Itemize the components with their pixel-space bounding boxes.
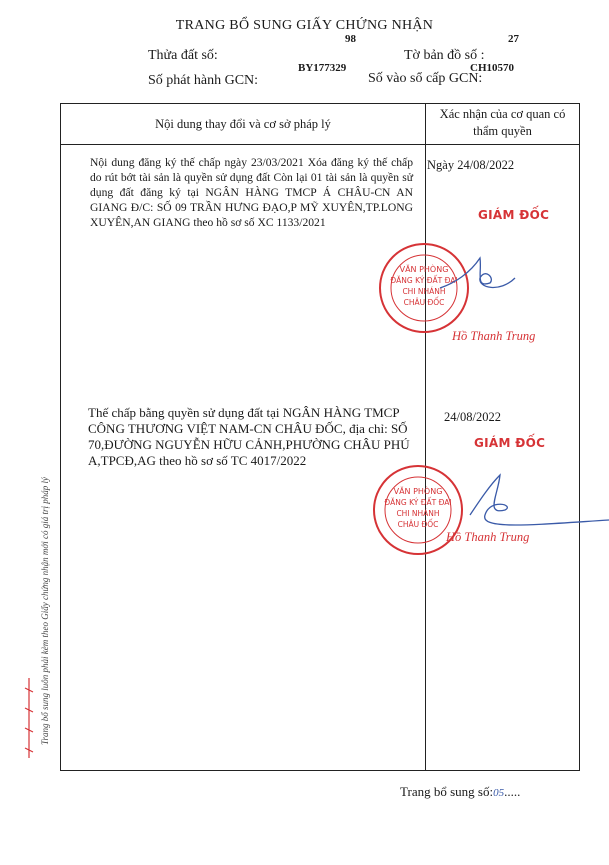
seal-2-line2: ĐĂNG KÝ ĐẤT ĐAI	[384, 498, 452, 507]
map-sheet-label: Tờ bản đồ số :	[404, 48, 485, 63]
seal-2-line4: CHÂU ĐỐC	[397, 520, 439, 529]
footer-dots: .....	[504, 784, 521, 799]
entry-1-date: Ngày 24/08/2022	[427, 158, 515, 172]
entry-2-content: Thế chấp bằng quyền sử dụng đất tại NGÂN HÀNG TMCP CÔNG THƯƠNG VIỆT NAM-CN CHÂU ĐỐC, địa chỉ: SỐ 70,ĐƯỜNG NGUYỄN HỮU CẢNH,PHƯỜNG CHÂU PHÚ A,TPCĐ,AG theo hồ sơ số TC 4017/2022	[88, 405, 410, 468]
issue-number-label: Số phát hành GCN:	[148, 73, 259, 88]
margin-stamp-mark	[22, 678, 36, 758]
entry-2-title: GIÁM ĐỐC	[474, 436, 546, 450]
register-number-value: CH10570	[470, 62, 514, 74]
supplement-page-footer	[400, 784, 520, 800]
entry-2-signer: Hồ Thanh Trung	[446, 530, 530, 544]
seal-1-line4: CHÂU ĐỐC	[403, 298, 445, 307]
parcel-number-value: 98	[345, 33, 356, 45]
column-header-confirmation: Xác nhận của cơ quan có thẩm quyền	[426, 104, 580, 145]
page-title: TRANG BỔ SUNG GIẤY CHỨNG NHẬN	[175, 18, 434, 33]
supplement-page-label: Trang bổ sung số:	[400, 784, 494, 799]
side-legal-note: Trang bổ sung luôn phải kèm theo Giấy chứng nhận mới có giá trị pháp lý	[40, 477, 50, 745]
signature-1	[430, 248, 520, 308]
seal-2-line3: CHI NHÁNH	[396, 509, 440, 518]
seal-1-line3: CHI NHÁNH	[402, 287, 446, 296]
seal-2-line1: VĂN PHÒNG	[393, 487, 443, 496]
seal-1-line1: VĂN PHÒNG	[399, 265, 449, 274]
register-number-label: Số vào sổ cấp GCN:	[368, 71, 483, 86]
entry-2-date: 24/08/2022	[444, 410, 501, 424]
entry-1-title: GIÁM ĐỐC	[478, 208, 550, 222]
signature-2	[380, 470, 609, 560]
issue-number-value: BY177329	[298, 62, 347, 74]
seal-1-line2: ĐĂNG KÝ ĐẤT ĐAI	[390, 276, 458, 285]
column-header-content: Nội dung thay đổi và cơ sở pháp lý	[61, 104, 426, 145]
supplement-page-number: 05	[493, 787, 505, 799]
entry-1-signer: Hồ Thanh Trung	[452, 329, 536, 343]
map-sheet-value: 27	[508, 33, 519, 45]
entry-1-content: Nội dung đăng ký thế chấp ngày 23/03/2021 Xóa đăng ký thế chấp do rút bớt tài sản là quyền sử dụng đất Còn lại 01 tài sản là quyền sử dụng đất đăng ký tại NGÂN HÀNG TMCP Á CHÂU-CN AN GIANG Đ/C: SỐ 09 TRẦN HƯNG ĐẠO,P MỸ XUYÊN,TP.LONG XUYÊN,AN GIANG theo hồ sơ số XC 1133/2021	[90, 156, 413, 229]
parcel-number-label: Thửa đất số:	[148, 48, 218, 63]
